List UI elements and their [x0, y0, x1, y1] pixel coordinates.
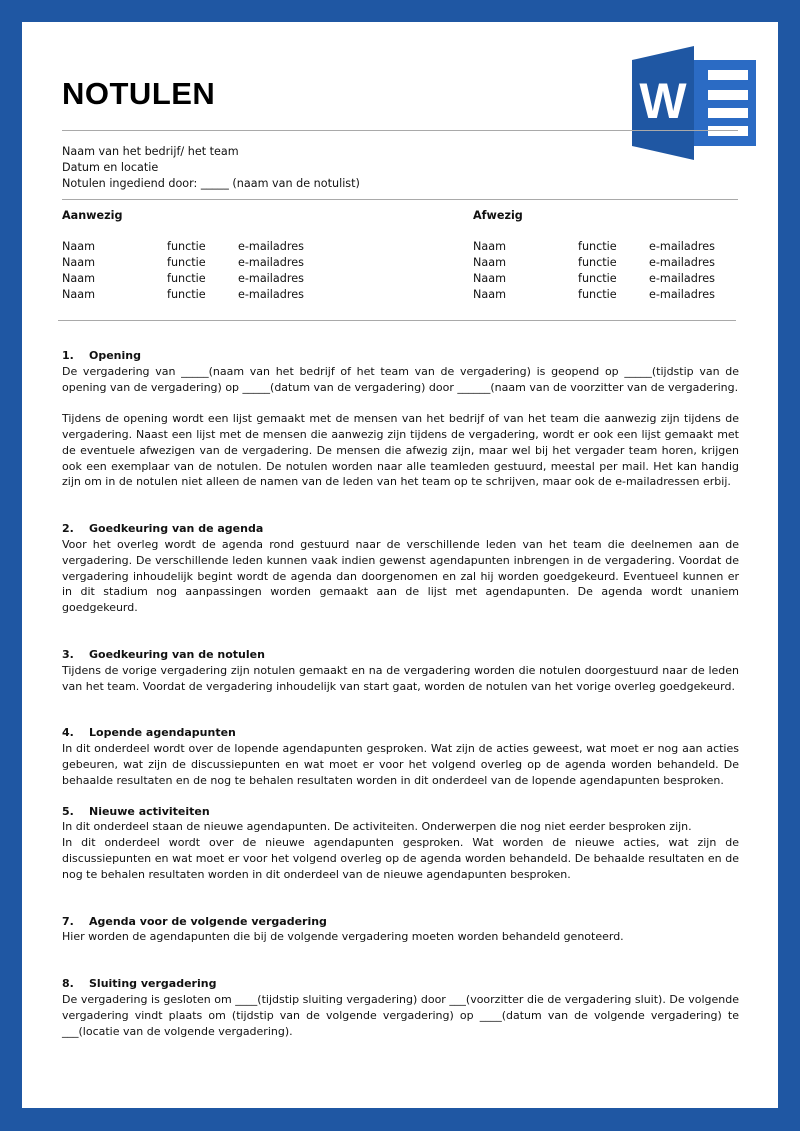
meeting-info — [62, 144, 360, 192]
section-new-activities — [62, 804, 739, 883]
attendee-name: Naam — [62, 288, 95, 301]
absentee-function: functie — [578, 272, 617, 285]
section-title: Sluiting vergadering — [89, 977, 217, 991]
attendee-row — [62, 239, 362, 255]
section-text: De vergadering is gesloten om ____(tijdstip sluiting vergadering) door ___(voorzitter die de vergadering sluit). De volgende vergadering vindt plaats om (tijdstip van de volgende vergadering) op ____(datum van de volgende vergadering) te ___(locatie van de volgende vergadering). — [62, 992, 739, 1038]
section-number: 1. — [62, 349, 74, 362]
section-text: In dit onderdeel staan de nieuwe agendapunten. De activiteiten. Onderwerpen die nog niet eerder besproken zijn. — [62, 820, 692, 834]
absentee-name: Naam — [473, 256, 506, 269]
section-ongoing-items — [62, 725, 739, 788]
attendee-name: Naam — [62, 240, 95, 253]
document-title: NOTULEN — [62, 76, 216, 111]
section-text: De vergadering van _____(naam van het bedrijf of het team van de vergadering) is geopend op _____(tijdstip van de opening van de vergadering) op _____(datum van de vergadering) door ______(naam van de voorzitter van de vergadering. — [62, 364, 739, 394]
section-number: 4. — [62, 726, 74, 740]
section-title: Opening — [89, 349, 141, 362]
present-list — [62, 208, 362, 303]
attendee-email: e-mailadres — [238, 288, 304, 301]
attendee-email: e-mailadres — [238, 256, 304, 269]
attendee-function: functie — [167, 256, 206, 269]
section-text: Voor het overleg wordt de agenda rond gestuurd naar de verschillende leden van het team die deelnemen aan de vergadering. De verschillende leden kunnen vaak indien gewenst agendapunten inbrengen in de vergadering. Voordat de vergadering inhoudelijk begint wordt de agenda dan doorgenomen en zal hij worden goedgekeurd. Eventueel kunnen er in dit stadium nog aanpassingen worden gemaakt aan de lijst met agendapunten. De agenda wordt unaniem goedgekeurd. — [62, 537, 739, 615]
attendee-name: Naam — [62, 256, 95, 269]
attendee-row — [62, 287, 362, 303]
section-title: Goedkeuring van de notulen — [89, 647, 265, 661]
section-next-agenda — [62, 914, 739, 946]
document-sheet — [22, 22, 778, 1108]
divider — [58, 320, 736, 321]
absentee-row — [473, 239, 773, 255]
absentee-function: functie — [578, 240, 617, 253]
absentee-function: functie — [578, 288, 617, 301]
attendee-email: e-mailadres — [238, 272, 304, 285]
section-title: Lopende agendapunten — [89, 726, 236, 740]
section-number: 7. — [62, 914, 74, 928]
section-number: 2. — [62, 522, 74, 536]
attendee-function: functie — [167, 288, 206, 301]
minute-taker-line: Notulen ingediend door: _____ (naam van de notulist) — [62, 177, 360, 190]
section-minutes-approval — [62, 647, 739, 694]
attendee-email: e-mailadres — [238, 240, 304, 253]
present-heading: Aanwezig — [62, 209, 123, 222]
absentee-name: Naam — [473, 288, 506, 301]
section-agenda-approval — [62, 521, 739, 616]
absentee-row — [473, 271, 773, 287]
section-title: Nieuwe activiteiten — [89, 804, 210, 818]
absentee-email: e-mailadres — [649, 272, 715, 285]
absentee-function: functie — [578, 256, 617, 269]
section-opening — [62, 348, 739, 490]
section-title: Goedkeuring van de agenda — [89, 522, 264, 536]
section-text: In dit onderdeel wordt over de lopende agendapunten gesproken. Wat zijn de acties geweest, wat moet er nog aan acties gebeuren, wat zijn de discussiepunten en wat moet er voor het volgend overleg op de agenda worden behandeld. De behaalde resultaten en de nog te behalen resultaten worden in dit onderdeel van de lopende agendapunten besproken. — [62, 742, 739, 787]
company-line: Naam van het bedrijf/ het team — [62, 145, 239, 158]
absentee-name: Naam — [473, 272, 506, 285]
section-number: 5. — [62, 804, 74, 818]
attendee-function: functie — [167, 272, 206, 285]
absentee-row — [473, 255, 773, 271]
section-number: 3. — [62, 647, 74, 661]
absentee-name: Naam — [473, 240, 506, 253]
section-title: Agenda voor de volgende vergadering — [89, 914, 327, 928]
attendee-row — [62, 271, 362, 287]
word-logo-icon — [632, 46, 762, 160]
logo-letter: W — [639, 73, 687, 129]
section-number: 8. — [62, 977, 74, 991]
absentee-row — [473, 287, 773, 303]
section-text: Tijdens de opening wordt een lijst gemaakt met de mensen van het bedrijf of van het team die aanwezig zijn tijdens de vergadering. Naast een lijst met de mensen die aanwezig zijn tijdens de vergadering, wordt er ook een lijst gemaakt met de eventuele afwezigen van de vergadering. De mensen die afwezig zijn, maar wel bij het vergader team horen, krijgen ook een exemplaar van de notulen. De notulen worden naar alle teamleden gestuurd, meestal per mail. Het kan handig zijn om in de notulen niet alleen de namen van de leden van het team op te schrijven, maar ook de e-mailadressen erbij. — [62, 412, 739, 489]
minutes-body — [62, 348, 739, 1039]
section-text: In dit onderdeel wordt over de nieuwe agendapunten gesproken. Wat worden de nieuwe acties, wat zijn de discussiepunten en wat moet er voor het volgend overleg op de agenda worden behandeld. De behaalde resultaten en de nog te behalen resultaten worden in dit onderdeel van de nieuwe agendapunten besproken. — [62, 836, 739, 881]
absentee-email: e-mailadres — [649, 256, 715, 269]
divider — [62, 130, 738, 131]
section-text: Hier worden de agendapunten die bij de volgende vergadering moeten worden behandeld genoteerd. — [62, 930, 624, 944]
section-closing — [62, 976, 739, 1039]
attendee-function: functie — [167, 240, 206, 253]
absentee-email: e-mailadres — [649, 240, 715, 253]
date-location-line: Datum en locatie — [62, 161, 159, 174]
attendee-name: Naam — [62, 272, 95, 285]
section-text: Tijdens de vorige vergadering zijn notulen gemaakt en na de vergadering worden die notulen doorgestuurd naar de leden van het team. Voordat de vergadering inhoudelijk van start gaat, worden de notulen van het vorige overleg goedgekeurd. — [62, 663, 739, 693]
absent-heading: Afwezig — [473, 209, 523, 222]
absent-list — [473, 208, 773, 303]
divider — [62, 199, 738, 200]
attendee-row — [62, 255, 362, 271]
absentee-email: e-mailadres — [649, 288, 715, 301]
